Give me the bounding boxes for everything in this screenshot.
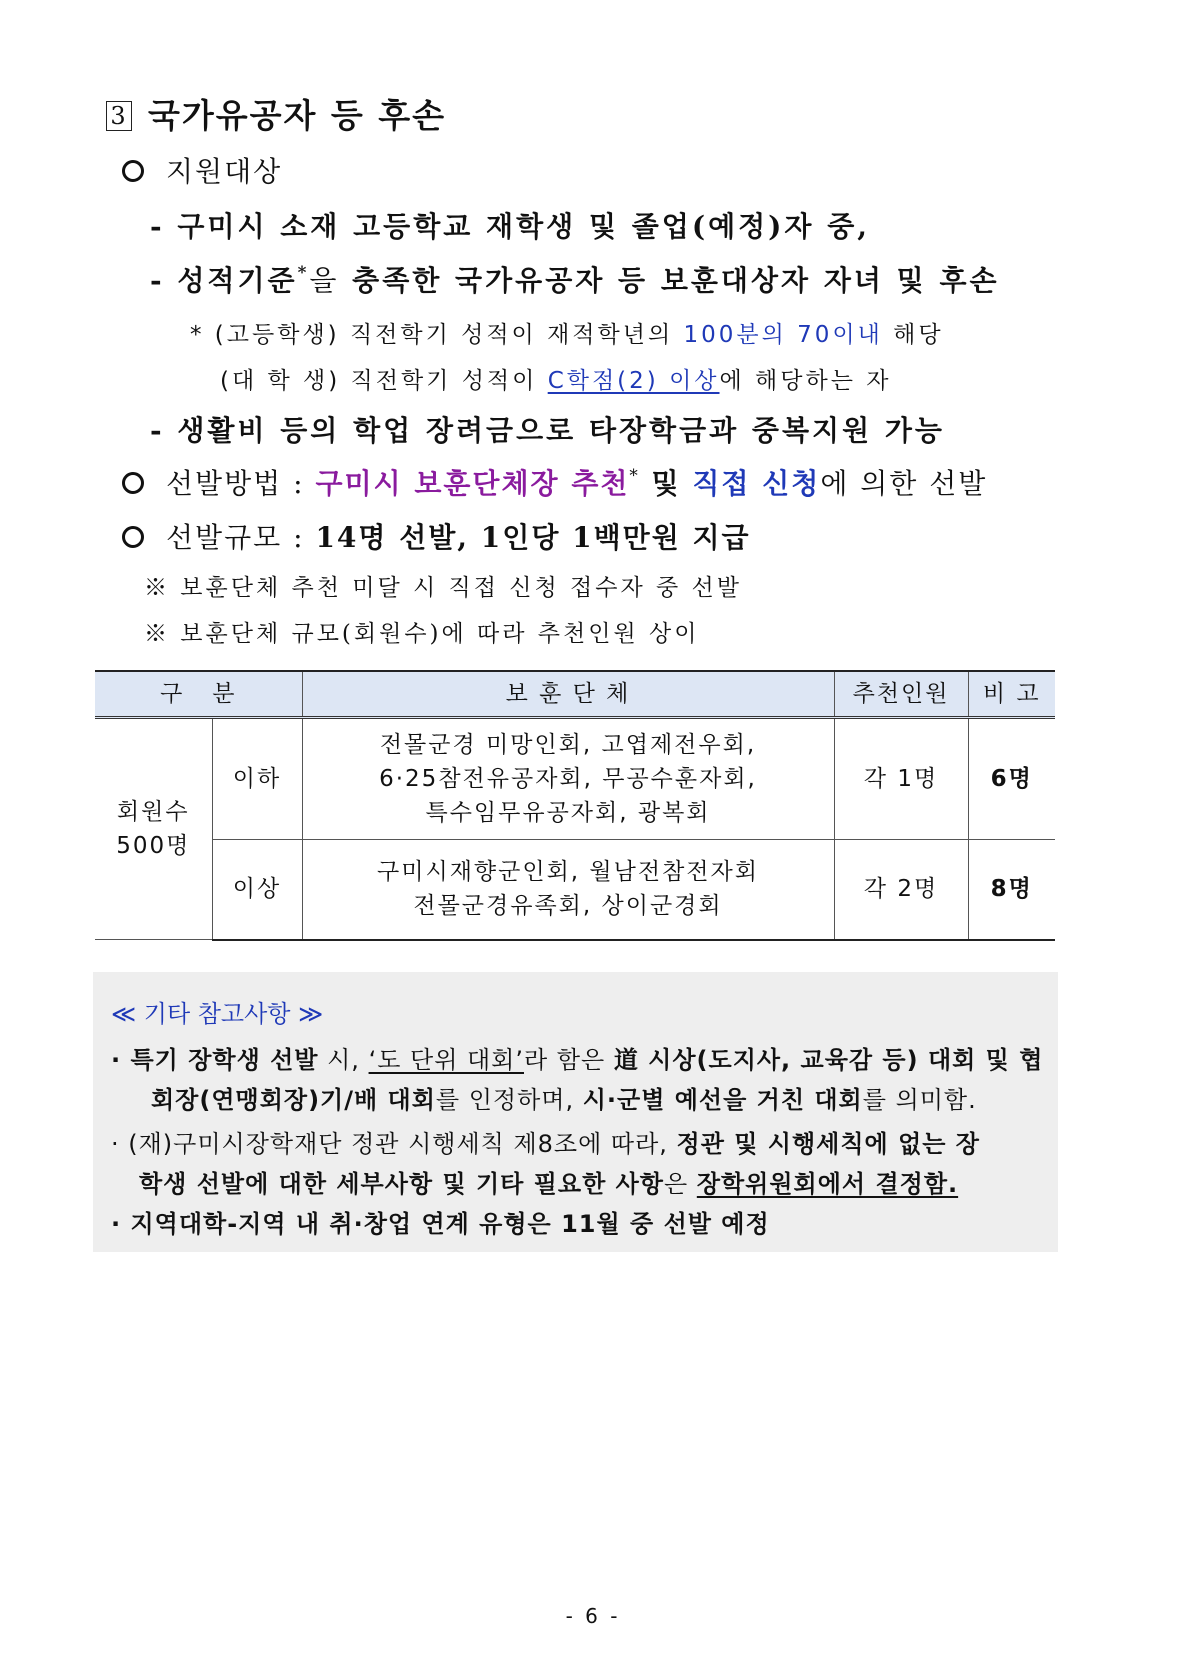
row-orgs-cell bbox=[302, 840, 834, 940]
notes-box bbox=[93, 972, 1058, 1252]
row-note: 8명 bbox=[968, 840, 1055, 940]
remark-2: ※ 보훈단체 규모(회원수)에 따라 추천인원 상이 bbox=[144, 621, 700, 647]
org-line: 전몰군경유족회, 상이군경회 bbox=[413, 893, 723, 920]
circle-bullet-icon bbox=[122, 160, 144, 182]
row-sub-label: 이상 bbox=[212, 840, 302, 940]
note1-prefix: * (고등학생) 직전학기 성적이 재적학년의 bbox=[190, 322, 684, 348]
note-text: 시·군별 예선을 거친 대회 bbox=[582, 1086, 863, 1114]
row-sub-label: 이하 bbox=[212, 718, 302, 840]
group-label-cell bbox=[95, 718, 212, 940]
group-label-line-2: 500명 bbox=[116, 833, 191, 859]
note-text: 정관 및 시행세칙에 없는 장 bbox=[676, 1130, 980, 1158]
note-1-line-1 bbox=[111, 1040, 1043, 1075]
org-line: 구미시재향군인회, 월남전참전자회 bbox=[377, 859, 759, 886]
note2-highlight: C학점(2) 이상 bbox=[547, 368, 720, 394]
method-recommend-text: 구미시 보훈단체장 추천 bbox=[315, 467, 630, 500]
scale-line bbox=[122, 516, 751, 556]
circle-bullet-icon bbox=[122, 472, 144, 494]
note-text: 를 의미함. bbox=[862, 1086, 977, 1114]
note-2-line-1 bbox=[111, 1124, 980, 1159]
remark-1: ※ 보훈단체 추천 미달 시 직접 신청 접수자 중 선발 bbox=[144, 575, 742, 601]
asterisk-mark: * bbox=[297, 262, 310, 282]
note-text: · 특기 장학생 선발 bbox=[111, 1046, 319, 1074]
header-count: 추천인원 bbox=[834, 671, 968, 718]
note-text: 라 함은 bbox=[524, 1046, 614, 1074]
group-label-line-1: 회원수 bbox=[116, 799, 190, 825]
note-text: ‘도 단위 대회’ bbox=[368, 1046, 524, 1074]
scale-value: 14명 선발, 1인당 1백만원 지급 bbox=[315, 521, 751, 554]
table-header-row bbox=[95, 671, 1055, 718]
note-text: 장학위원회에서 결정함. bbox=[696, 1170, 959, 1198]
org-line: 특수임무유공자회, 광복회 bbox=[425, 800, 711, 826]
note-text: 회장(연맹회장)기/배 대회 bbox=[151, 1086, 436, 1114]
row-count: 각 2명 bbox=[834, 840, 968, 940]
org-line: 전몰군경 미망인회, 고엽제전우회, bbox=[379, 732, 757, 758]
header-note: 비 고 bbox=[968, 671, 1055, 718]
table-row bbox=[95, 718, 1055, 840]
criteria-text: - 성적기준 bbox=[150, 264, 298, 297]
method-line bbox=[122, 462, 987, 502]
notes-title: ≪ 기타 참고사항 ≫ bbox=[111, 1000, 324, 1028]
section-number-box: 3 bbox=[106, 101, 132, 131]
particle-text: 을 bbox=[309, 264, 340, 297]
circle-bullet-icon bbox=[122, 526, 144, 548]
org-line: 6·25참전유공자회, 무공수훈자회, bbox=[379, 766, 757, 792]
criteria-rest-text: 충족한 국가유공자 등 보훈대상자 자녀 및 후손 bbox=[339, 264, 1000, 297]
note1-highlight: 100분의 70이내 bbox=[683, 322, 883, 348]
asterisk-mark: * bbox=[629, 465, 640, 485]
table-row bbox=[95, 840, 1055, 940]
eligibility-line-1: - 구미시 소재 고등학교 재학생 및 졸업(예정)자 중, bbox=[150, 210, 871, 243]
note-text: 를 인정하며, bbox=[435, 1086, 583, 1114]
eligibility-line-2 bbox=[150, 259, 1000, 299]
eligibility-label-line bbox=[122, 150, 282, 190]
section-title: 국가유공자 등 후손 bbox=[148, 96, 447, 135]
eligibility-line-3: - 생활비 등의 학업 장려금으로 타장학금과 중복지원 가능 bbox=[150, 414, 945, 447]
note2-prefix: (대 학 생) 직전학기 성적이 bbox=[220, 368, 548, 394]
note1-suffix: 해당 bbox=[882, 322, 944, 348]
row-note: 6명 bbox=[968, 718, 1055, 840]
row-orgs-cell bbox=[302, 718, 834, 840]
note-text: 시, bbox=[318, 1046, 369, 1074]
header-category: 구 분 bbox=[95, 671, 302, 718]
method-suffix-text: 에 의한 선발 bbox=[820, 467, 988, 500]
eligibility-label: 지원대상 bbox=[166, 155, 283, 188]
note-3: · 지역대학-지역 내 취·창업 연계 유형은 11월 중 선발 예정 bbox=[111, 1210, 770, 1238]
recommendation-table bbox=[95, 670, 1055, 941]
method-direct-text: 직접 신청 bbox=[692, 467, 821, 500]
note-text: 道 시상(도지사, 교육감 등) 대회 및 협 bbox=[613, 1046, 1044, 1074]
header-orgs: 보 훈 단 체 bbox=[302, 671, 834, 718]
method-and-text: 및 bbox=[639, 467, 693, 500]
page-number: - 6 - bbox=[565, 1604, 621, 1628]
note-text: · (재)구미시장학재단 정관 시행세칙 제8조에 따라, bbox=[111, 1130, 677, 1158]
method-label: 선발방법 : bbox=[166, 467, 316, 500]
note-text: 학생 선발에 대한 세부사항 및 기타 필요한 사항 bbox=[139, 1170, 664, 1198]
section-heading bbox=[106, 90, 446, 137]
scale-label: 선발규모 : bbox=[166, 521, 316, 554]
note2-suffix: 에 해당하는 자 bbox=[719, 368, 892, 394]
note-text: 은 bbox=[663, 1170, 697, 1198]
note-1-line-2 bbox=[151, 1080, 977, 1115]
criteria-note-1 bbox=[190, 316, 944, 349]
note-2-line-2 bbox=[139, 1164, 958, 1199]
row-count: 각 1명 bbox=[834, 718, 968, 840]
criteria-note-2 bbox=[220, 362, 891, 395]
